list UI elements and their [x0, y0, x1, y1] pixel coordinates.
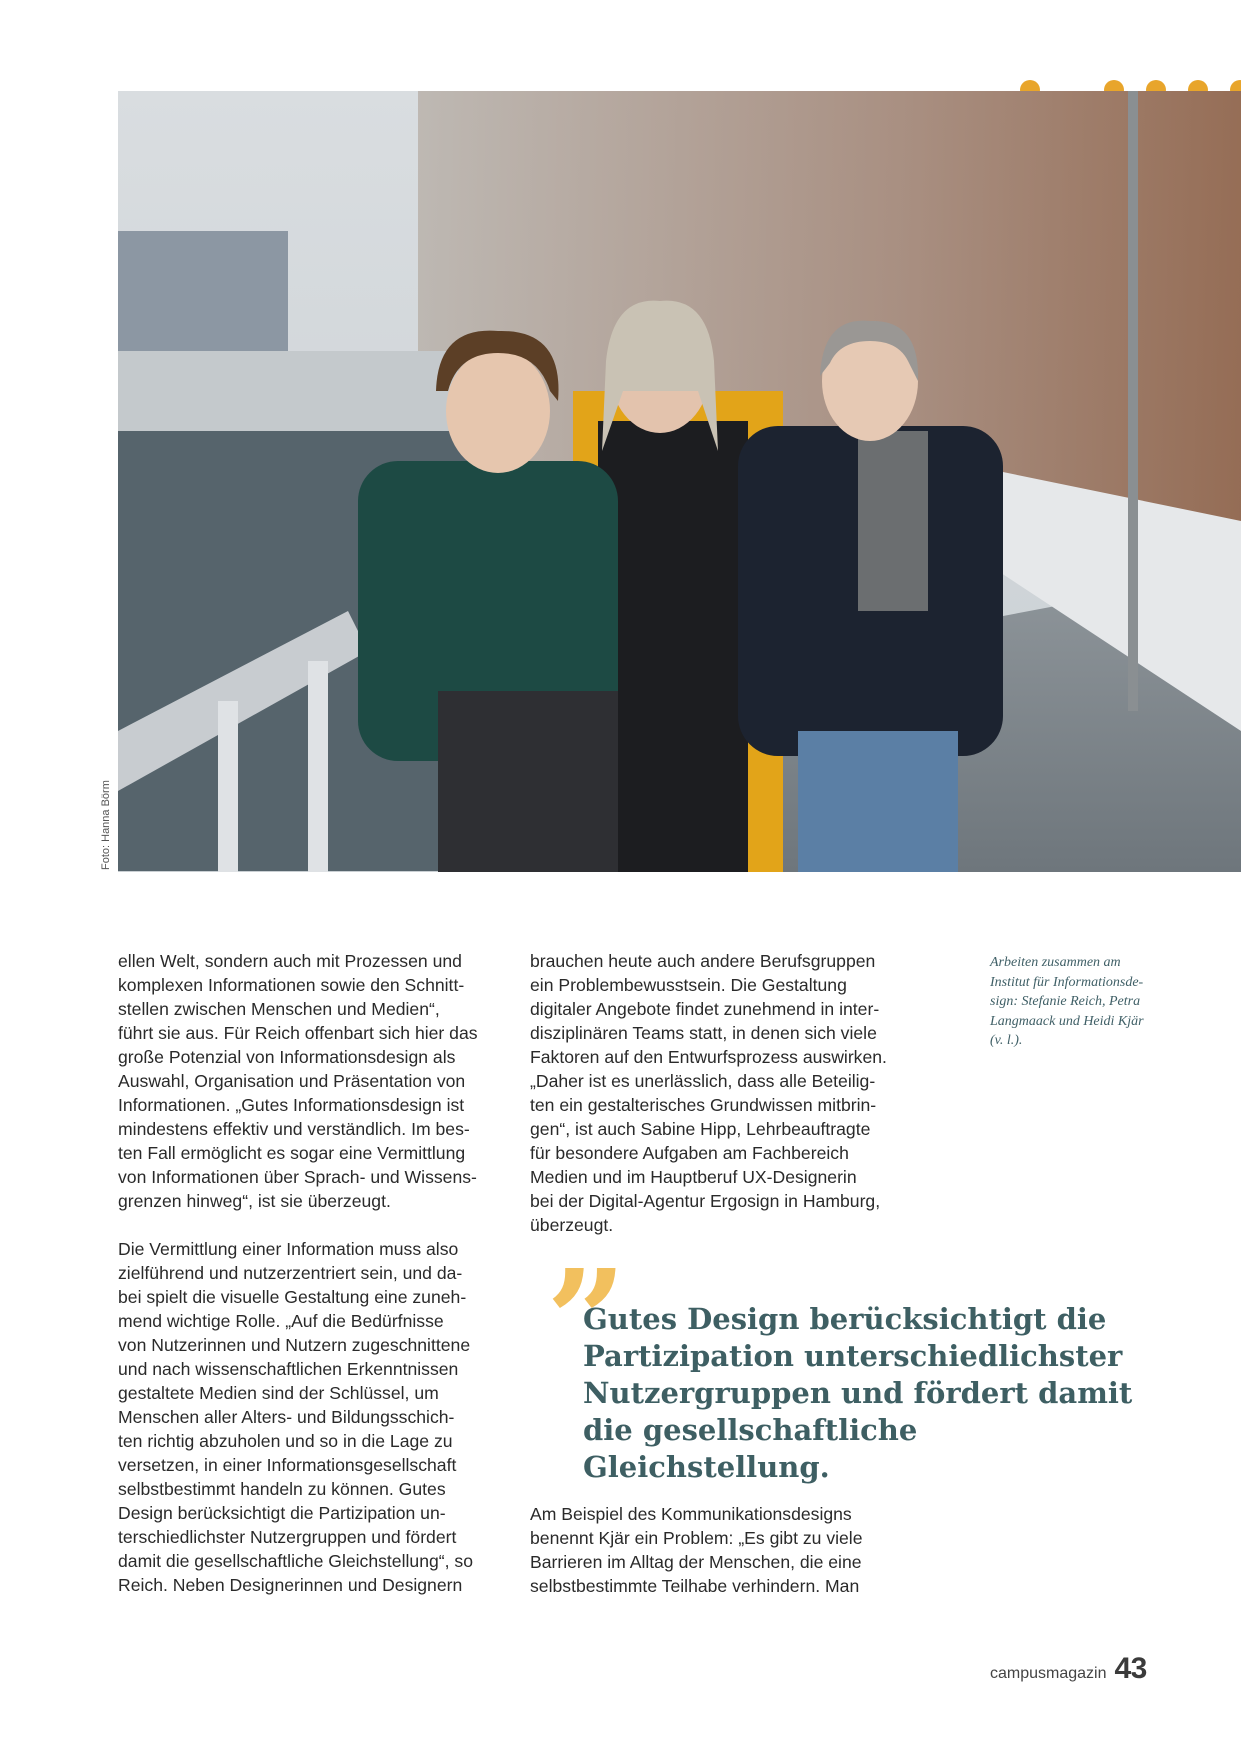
magazine-name: campusmagazin — [990, 1665, 1107, 1682]
paragraph: Die Vermittlung einer Information muss also zielführend und nutzerzentriert sein, und da- bei spielt die visuelle Gestaltung eine zuneh- mend wichtige Rolle. „Auf die Bedürfnisse von Nutzerinnen und Nutzern zugeschnittene und nach wissenschaftlichen Erkenntnissen gestaltete Medien sind der Schlüssel, um Menschen aller Alters- und Bildungsschich- ten richtig abzuholen und so in die Lage zu versetzen, in einer Informationsgesellschaft selbstbestimmt handeln zu können. Gutes Design berücksichtigt die Partizipation un- terschiedlichster Nutzergruppen und fördert damit die gesellschaftliche Gleichstellung“, so Reich. Neben Designerinnen und Designern — [118, 1239, 473, 1595]
body-column-left — [118, 949, 508, 1597]
body-column-right — [530, 949, 930, 1237]
photo-three-women-on-pier — [118, 91, 1241, 872]
pull-quote: Gutes Design berücksichtigt die Partizipation unterschiedlichster Nutzergruppen und fördert damit die gesellschaftliche Gleichstellung. — [583, 1302, 1133, 1484]
photo-caption: Arbeiten zusammen am Institut für Informationsde- sign: Stefanie Reich, Petra Langmaack und Heidi Kjär (v. l.). — [990, 955, 1144, 1048]
paragraph: ellen Welt, sondern auch mit Prozessen und komplexen Informationen sowie den Schnitt- stellen zwischen Menschen und Medien“, führt sie aus. Für Reich offenbart sich hier das große Potenzial von Informationsdesign als Auswahl, Organisation und Präsentation von Informationen. „Gutes Informationsdesign ist mindestens effektiv und verständlich. Im bes- ten Fall ermöglicht es sogar eine Vermittlung von Informationen über Sprach- und Wissens- grenzen hinweg“, ist sie überzeugt. — [118, 951, 478, 1211]
article-photo — [118, 91, 1241, 872]
body-column-right-continued — [530, 1502, 930, 1598]
photo-credit: Foto: Hanna Börm — [100, 780, 112, 870]
page-number: 43 — [1114, 1652, 1147, 1685]
paragraph: Am Beispiel des Kommunikationsdesigns benennt Kjär ein Problem: „Es gibt zu viele Barrieren im Alltag der Menschen, die eine selbstbestimmte Teilhabe verhindern. Man — [530, 1504, 863, 1596]
page-footer — [990, 1652, 1147, 1686]
quote-mark-icon: ” — [546, 1240, 627, 1404]
paragraph: brauchen heute auch andere Berufsgruppen ein Problembewusstsein. Die Gestaltung digitaler Angebote findet zunehmend in inter- disziplinären Teams statt, in denen sich viele Faktoren auf den Entwurfsprozess auswirken. „Daher ist es unerlässlich, dass alle Beteilig- ten ein gestalterisches Grundwissen mitbrin- gen“, ist auch Sabine Hipp, Lehrbeauftragte für besondere Aufgaben am Fachbereich Medien und im Hauptberuf UX-Designerin bei der Digital-Agentur Ergosign in Hamburg, überzeugt. — [530, 951, 887, 1235]
